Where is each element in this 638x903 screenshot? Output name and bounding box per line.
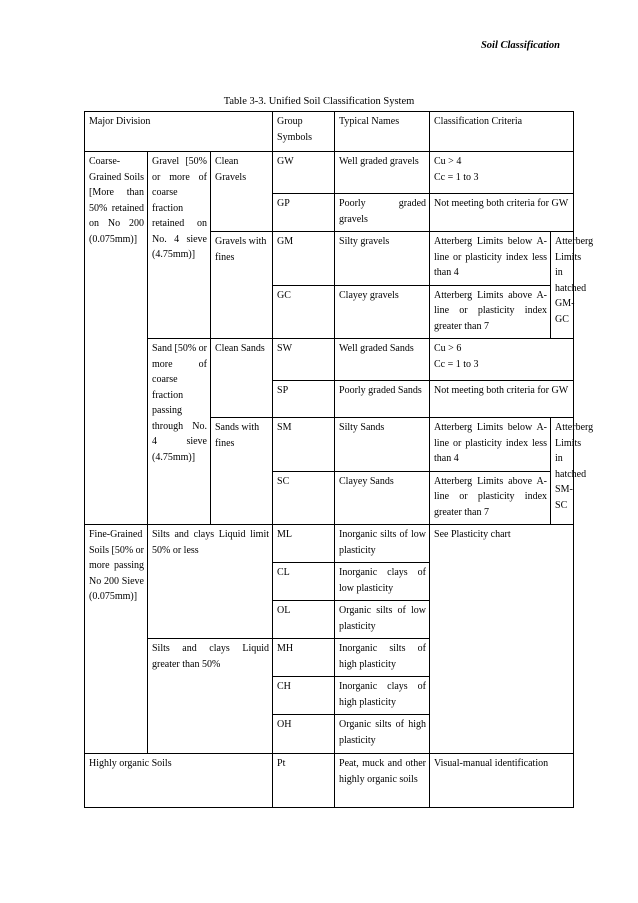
gravel-subdivision: Gravel [50% or more of coarse fraction retained on No. 4 sieve (4.75mm)] bbox=[148, 152, 211, 339]
group-symbol: SW bbox=[273, 339, 335, 381]
classification-criteria: Atterberg Limits below A-line or plasticity index less than 4 bbox=[430, 232, 551, 286]
group-symbol: GW bbox=[273, 152, 335, 194]
table-caption: Table 3-3. Unified Soil Classification System bbox=[223, 96, 415, 107]
typical-name: Organic silts of high plasticity bbox=[335, 715, 430, 754]
typical-name: Inorganic silts of low plasticity bbox=[335, 525, 430, 563]
hatched-symbol: SM-SC bbox=[555, 484, 573, 511]
typical-name: Silty gravels bbox=[335, 232, 430, 286]
fine-grained-division: Fine-Grained Soils [50% or more passing No 200 Sieve (0.075mm)] bbox=[85, 525, 148, 754]
silts-clays-low: Silts and clays Liquid limit 50% or less bbox=[148, 525, 273, 639]
classification-criteria: Atterberg Limits above A-line or plasticity index greater than 7 bbox=[430, 285, 551, 339]
hatched-text: Atterberg Limits in hatched bbox=[555, 422, 594, 480]
hatched-text: Atterberg Limits in hatched bbox=[555, 236, 594, 294]
typical-name: Inorganic clays of low plasticity bbox=[335, 563, 430, 601]
typical-name: Peat, muck and other highly organic soils bbox=[335, 754, 430, 808]
typical-name: Poorly graded Sands bbox=[335, 381, 430, 418]
criteria-cu: Cu > 4 bbox=[434, 156, 462, 167]
hatched-symbol: GM-GC bbox=[555, 298, 575, 325]
group-symbol: SM bbox=[273, 418, 335, 472]
clean-gravels: Clean Gravels bbox=[211, 152, 273, 232]
classification-criteria: Atterberg Limits below A-line or plasticity index less than 4 bbox=[430, 418, 551, 472]
group-symbol: OH bbox=[273, 715, 335, 754]
classification-criteria: Visual-manual identification bbox=[430, 754, 574, 808]
group-symbol: OL bbox=[273, 601, 335, 639]
sands-with-fines: Sands with fines bbox=[211, 418, 273, 525]
group-symbol: MH bbox=[273, 639, 335, 677]
group-symbol: GM bbox=[273, 232, 335, 286]
clean-sands: Clean Sands bbox=[211, 339, 273, 418]
typical-name: Clayey Sands bbox=[335, 471, 430, 525]
header-typical-names: Typical Names bbox=[335, 112, 430, 152]
criteria-cc: Cc = 1 to 3 bbox=[434, 171, 479, 183]
group-symbol: GP bbox=[273, 194, 335, 232]
header-classification-criteria: Classification Criteria bbox=[430, 112, 574, 152]
hatched-criteria-sm-sc bbox=[551, 418, 594, 525]
running-header: Soil Classification bbox=[480, 40, 560, 51]
classification-criteria bbox=[430, 152, 574, 194]
gravels-with-fines: Gravels with fines bbox=[211, 232, 273, 339]
highly-organic-division: Highly organic Soils bbox=[85, 754, 273, 808]
typical-name: Well graded gravels bbox=[335, 152, 430, 194]
typical-name: Silty Sands bbox=[335, 418, 430, 472]
group-symbol: GC bbox=[273, 285, 335, 339]
group-symbol: ML bbox=[273, 525, 335, 563]
classification-criteria: Atterberg Limits above A-line or plasticity index greater than 7 bbox=[430, 471, 551, 525]
typical-name: Organic silts of low plasticity bbox=[335, 601, 430, 639]
coarse-grained-division: Coarse-Grained Soils [More than 50% retained on No 200 (0.075mm)] bbox=[85, 152, 148, 525]
header-row bbox=[85, 112, 574, 152]
header-group-symbols: Group Symbols bbox=[273, 112, 335, 152]
classification-criteria: Not meeting both criteria for GW bbox=[430, 194, 574, 232]
silts-clays-high: Silts and clays Liquid greater than 50% bbox=[148, 639, 273, 754]
group-symbol: Pt bbox=[273, 754, 335, 808]
criteria-cu: Cu > 6 bbox=[434, 343, 462, 354]
sand-subdivision: Sand [50% or more of coarse fraction passing through No. 4 sieve (4.75mm)] bbox=[148, 339, 211, 525]
classification-criteria: Not meeting both criteria for GW bbox=[430, 381, 574, 418]
group-symbol: SC bbox=[273, 471, 335, 525]
classification-criteria: See Plasticity chart bbox=[430, 525, 574, 754]
typical-name: Poorly graded gravels bbox=[335, 194, 430, 232]
group-symbol: CL bbox=[273, 563, 335, 601]
classification-criteria bbox=[430, 339, 574, 381]
group-symbol: SP bbox=[273, 381, 335, 418]
typical-name: Inorganic silts of high plasticity bbox=[335, 639, 430, 677]
group-symbol: CH bbox=[273, 677, 335, 715]
table-row bbox=[85, 339, 574, 381]
typical-name: Inorganic clays of high plasticity bbox=[335, 677, 430, 715]
table-row bbox=[85, 152, 574, 194]
soil-classification-table bbox=[84, 111, 594, 808]
criteria-cc: Cc = 1 to 3 bbox=[434, 358, 479, 370]
typical-name: Clayey gravels bbox=[335, 285, 430, 339]
typical-name: Well graded Sands bbox=[335, 339, 430, 381]
table-row bbox=[85, 525, 574, 563]
hatched-criteria-gm-gc bbox=[551, 232, 594, 339]
header-major-division: Major Division bbox=[85, 112, 273, 152]
table-row bbox=[85, 754, 574, 808]
